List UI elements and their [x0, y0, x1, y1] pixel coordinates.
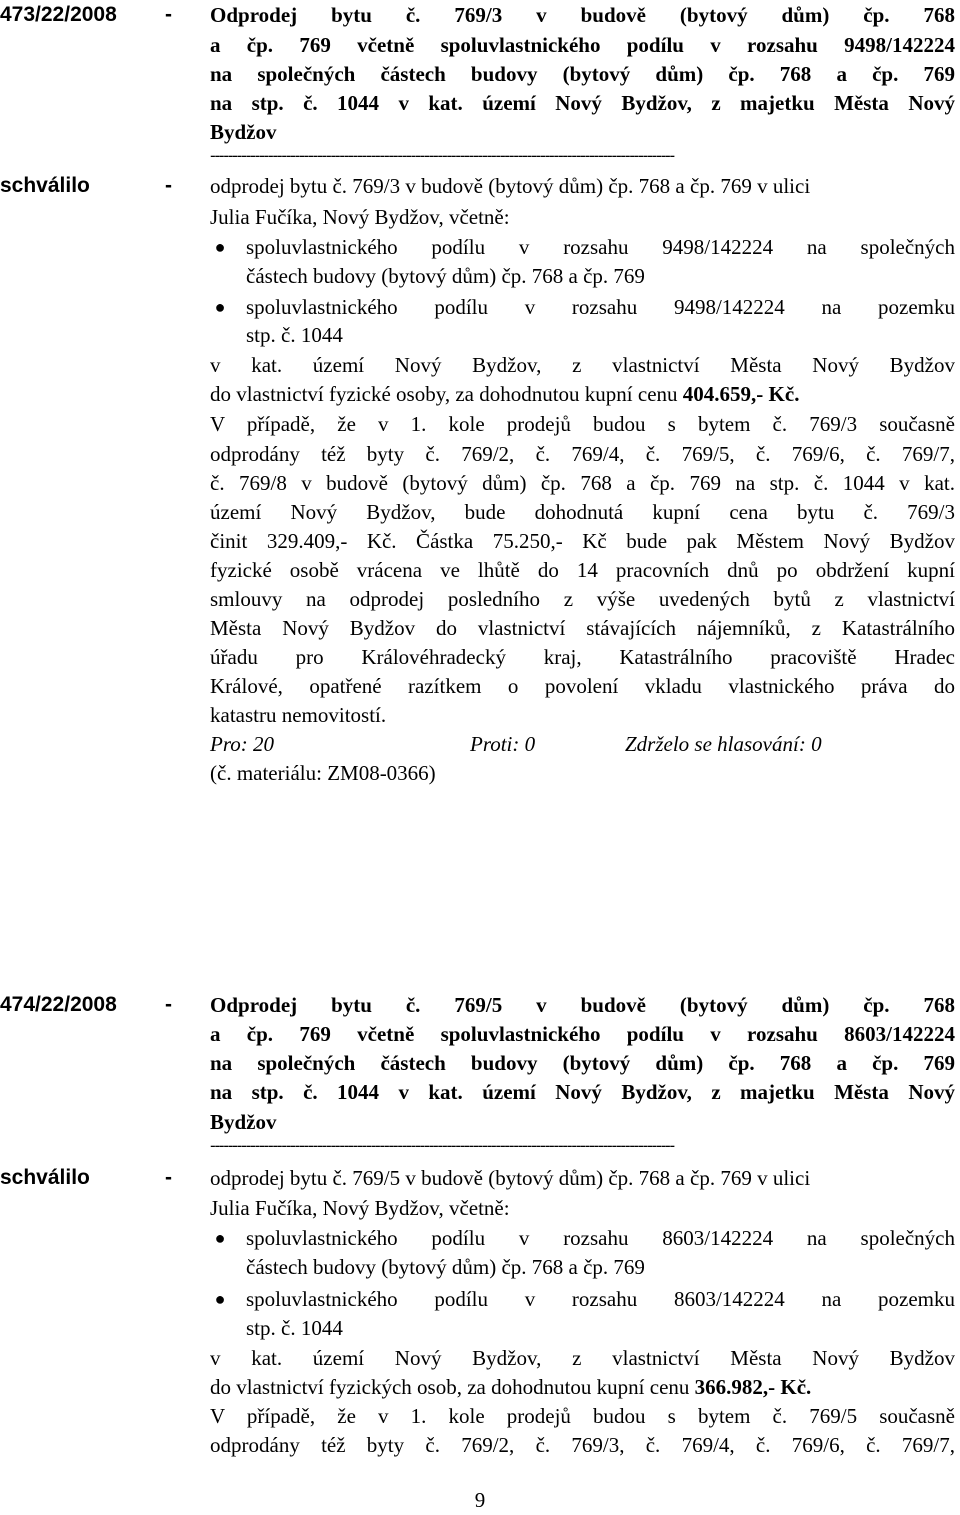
page-number: 9	[474, 1488, 486, 1512]
vote-for: Pro: 20	[210, 732, 274, 756]
title-line: Bydžov	[210, 1110, 277, 1134]
vote-against: Proti: 0	[470, 732, 536, 756]
body-line: odprodány též byty č. 769/2, č. 769/3, č. 769/4, č. 769/6, č. 769/7,	[210, 1433, 955, 1457]
price-line-text: do vlastnictví fyzické osoby, za dohodnutou kupní cenu	[210, 382, 683, 406]
title-line: na společných částech budovy (bytový dům) čp. 768 a čp. 769	[210, 1051, 955, 1075]
resolution-number: 473/22/2008	[0, 3, 117, 26]
bullet-text: spoluvlastnického podílu v rozsahu 9498/142224 na pozemku	[246, 295, 955, 319]
body-line: odprodány též byty č. 769/2, č. 769/4, č. 769/5, č. 769/6, č. 769/7,	[210, 442, 955, 466]
body-line: činit 329.409,- Kč. Částka 75.250,- Kč bude pak Městem Nový Bydžov	[210, 529, 955, 553]
body-line: V případě, že v 1. kole prodejů budou s bytem č. 769/3 současně	[210, 412, 955, 436]
body-line: v kat. území Nový Bydžov, z vlastnictví Města Nový Bydžov	[210, 353, 955, 377]
body-line: smlouvy na odprodej posledního z výše uvedených bytů z vlastnictví	[210, 587, 955, 611]
intro-line: Julia Fučíka, Nový Bydžov, včetně:	[210, 205, 510, 229]
title-line: Bydžov	[210, 120, 277, 144]
body-line: úřadu pro Královéhradecký kraj, Katastrálního pracoviště Hradec	[210, 645, 955, 669]
body-line: Města Nový Bydžov do vlastnictví stávajících nájemníků, z Katastrálního	[210, 616, 955, 640]
list-item	[0, 1223, 960, 1253]
price-value: 366.982,- Kč.	[694, 1375, 812, 1399]
body-line: v kat. území Nový Bydžov, z vlastnictví Města Nový Bydžov	[210, 1346, 955, 1370]
bullet-text: částech budovy (bytový dům) čp. 768 a čp. 769	[246, 1255, 645, 1279]
bullet-text: spoluvlastnického podílu v rozsahu 9498/142224 na společných	[246, 235, 955, 259]
body-line: území Nový Bydžov, bude dohodnutá kupní cena bytu č. 769/3	[210, 500, 955, 524]
intro-line: odprodej bytu č. 769/3 v budově (bytový dům) čp. 768 a čp. 769 v ulici	[210, 174, 811, 198]
bullet-icon: ●	[214, 297, 226, 317]
title-line: Odprodej bytu č. 769/3 v budově (bytový dům) čp. 768	[210, 3, 955, 27]
title-line: a čp. 769 včetně spoluvlastnického podílu v rozsahu 8603/142224	[210, 1022, 955, 1046]
title-line: Odprodej bytu č. 769/5 v budově (bytový dům) čp. 768	[210, 993, 955, 1017]
material-reference: (č. materiálu: ZM08-0366)	[210, 761, 436, 785]
title-line: a čp. 769 včetně spoluvlastnického podílu v rozsahu 9498/142224	[210, 33, 955, 57]
price-line	[210, 1372, 811, 1402]
vote-result	[0, 729, 960, 759]
price-value: 404.659,- Kč.	[682, 382, 800, 406]
bullet-text: částech budovy (bytový dům) čp. 768 a čp. 769	[246, 264, 645, 288]
bullet-text: stp. č. 1044	[246, 1316, 343, 1340]
intro-line: odprodej bytu č. 769/5 v budově (bytový dům) čp. 768 a čp. 769 v ulici	[210, 1166, 811, 1190]
dash: -	[165, 3, 172, 26]
bullet-text: spoluvlastnického podílu v rozsahu 8603/142224 na pozemku	[246, 1287, 955, 1311]
approved-label: schválilo	[0, 1166, 90, 1189]
body-line: V případě, že v 1. kole prodejů budou s bytem č. 769/5 současně	[210, 1404, 955, 1428]
price-line-text: do vlastnictví fyzických osob, za dohodnutou kupní cenu	[210, 1375, 695, 1399]
separator-line: --------------------------------------------------------------------------------------------------------	[210, 1140, 674, 1152]
dash: -	[165, 1166, 172, 1189]
vote-abstain: Zdrželo se hlasování: 0	[625, 732, 822, 756]
dash: -	[165, 993, 172, 1016]
bullet-icon: ●	[214, 1289, 226, 1309]
approved-label: schválilo	[0, 174, 90, 197]
resolution-number: 474/22/2008	[0, 993, 117, 1016]
bullet-icon: ●	[214, 1228, 226, 1248]
price-line	[210, 379, 799, 409]
separator-line: --------------------------------------------------------------------------------------------------------	[210, 150, 674, 162]
dash: -	[165, 174, 172, 197]
bullet-icon: ●	[214, 237, 226, 257]
title-line: na společných částech budovy (bytový dům) čp. 768 a čp. 769	[210, 62, 955, 86]
intro-line: Julia Fučíka, Nový Bydžov, včetně:	[210, 1196, 510, 1220]
body-line: fyzické osobě vrácena ve lhůtě do 14 pracovních dnů po obdržení kupní	[210, 558, 955, 582]
title-line: na stp. č. 1044 v kat. území Nový Bydžov, z majetku Města Nový	[210, 1080, 955, 1104]
body-line: Králové, opatřené razítkem o povolení vkladu vlastnického práva do	[210, 674, 955, 698]
body-line: katastru nemovitostí.	[210, 703, 387, 727]
list-item	[0, 1284, 960, 1314]
bullet-text: spoluvlastnického podílu v rozsahu 8603/142224 na společných	[246, 1226, 955, 1250]
title-line: na stp. č. 1044 v kat. území Nový Bydžov, z majetku Města Nový	[210, 91, 955, 115]
list-item	[0, 292, 960, 322]
list-item	[0, 232, 960, 262]
body-line: č. 769/8 v budově (bytový dům) čp. 768 a čp. 769 na stp. č. 1044 v kat.	[210, 471, 955, 495]
bullet-text: stp. č. 1044	[246, 323, 343, 347]
